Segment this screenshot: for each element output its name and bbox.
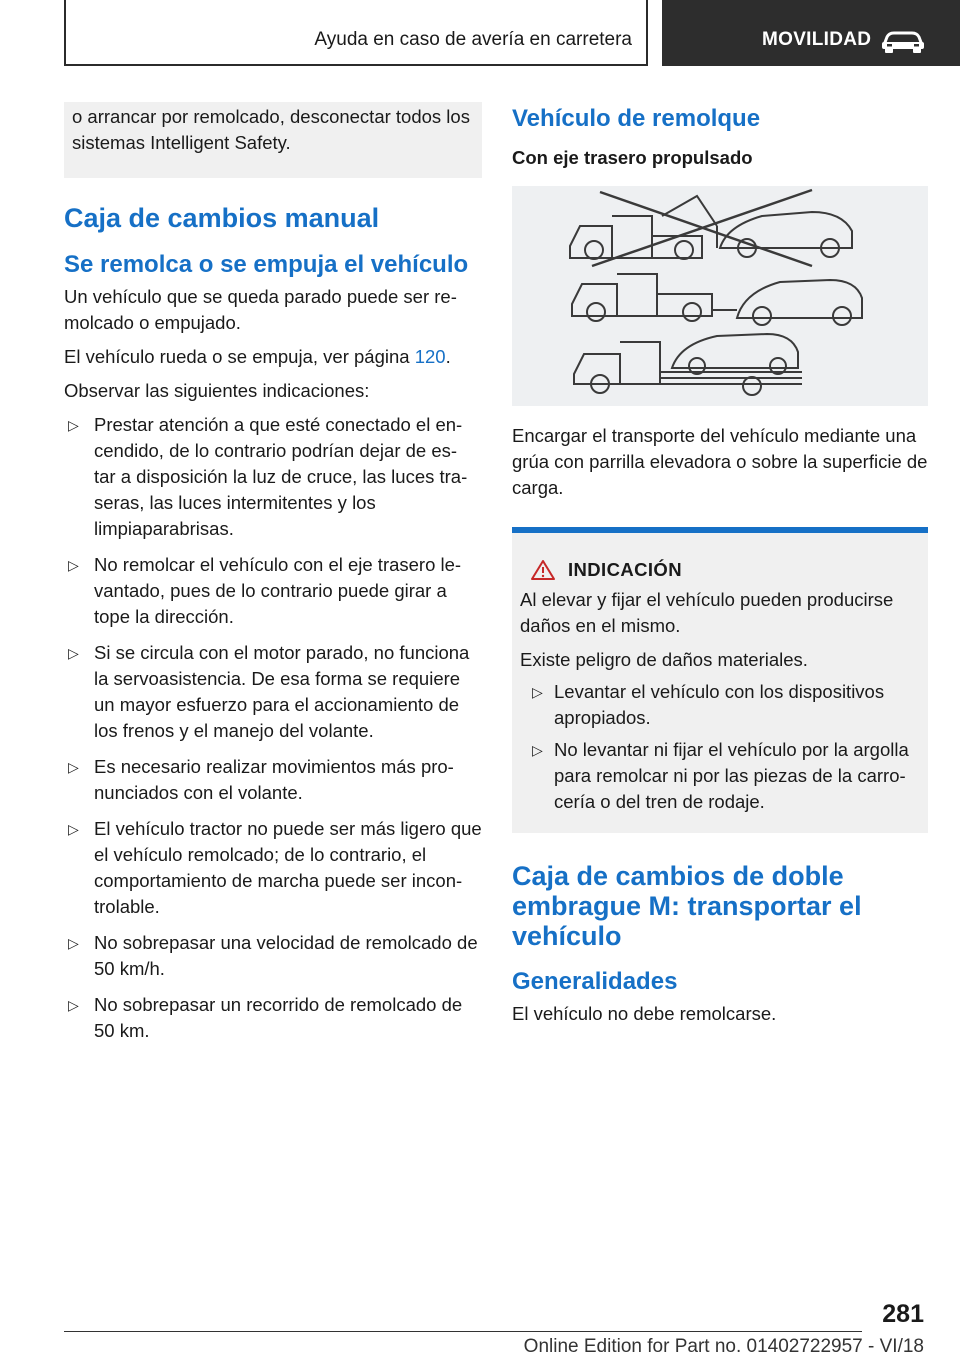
heading-manual-gearbox: Caja de cambios manual: [64, 203, 380, 233]
bullet-triangle-icon: ▷: [532, 684, 543, 700]
intro-text: o arrancar por remolcado, desconectar todos los sistemas Intelligent Safety.: [72, 106, 470, 153]
see-page-suffix: .: [445, 346, 451, 367]
car-icon: [880, 28, 926, 54]
notice-title-row: [520, 559, 920, 581]
bullet-triangle-icon: ▷: [68, 935, 79, 951]
footer-divider: [64, 1331, 862, 1332]
list-item: ▷ Prestar atención a que esté conectado el en‐ cendido, de lo contrario podrían dejar de es‐ tar a disposición la luz de cruce, las luces tra‐ seras, las luces intermitentes y los limpiaparabrisas.: [68, 414, 468, 539]
notice-list: [520, 679, 920, 815]
list-item: ▷ Levantar el vehículo con los dispositivos apropiados.: [532, 681, 885, 728]
list-item: ▷ Si se circula con el motor parado, no funciona la servoasistencia. De esa forma se requiere un mayor esfuerzo para el accionamiento de los frenos y el manejo del volante.: [68, 642, 470, 741]
transport-caption: Encargar el transporte del vehículo mediante una grúa con parrilla elevadora o sobre la superficie de carga.: [512, 425, 928, 498]
list-item: ▷ El vehículo tractor no puede ser más ligero que el vehículo remolcado; de lo contrario, el comportamiento de marcha puede ser incon‐ trolable.: [68, 818, 482, 917]
bullet-triangle-icon: ▷: [68, 417, 79, 433]
heading-tow-vehicle: Vehículo de remolque: [512, 105, 761, 132]
list-item: ▷ No remolcar el vehículo con el eje trasero le‐ vantado, pues de lo contrario puede girar a tope la dirección.: [68, 554, 462, 627]
header-chapter-title: MOVILIDAD: [762, 29, 872, 50]
page-link-120[interactable]: 120: [414, 346, 446, 367]
footer-edition: Online Edition for Part no. 01402722957 - VI/18: [523, 1336, 924, 1357]
heading-towing-pushing: Se remolca o se empuja el vehículo: [64, 251, 469, 278]
towing-methods-illustration: [512, 186, 928, 406]
list-item: ▷ No sobrepasar una velocidad de remolcado de 50 km/h.: [68, 932, 478, 979]
notice-title: INDICACIÓN: [568, 559, 682, 580]
bullet-triangle-icon: ▷: [68, 557, 79, 573]
list-item: ▷ Es necesario realizar movimientos más pro‐ nunciados con el volante.: [68, 756, 454, 803]
header-section-title: Ayuda en caso de avería en carretera: [314, 29, 632, 50]
bullet-triangle-icon: ▷: [532, 742, 543, 758]
intro-box: [64, 102, 482, 178]
bullet-triangle-icon: ▷: [68, 645, 79, 661]
header-chapter-box: [662, 0, 960, 66]
see-page-prefix: El vehículo rueda o se empuja, ver página: [64, 346, 415, 367]
notice-paragraph-risk: Existe peligro de daños materiales.: [520, 649, 808, 670]
paragraph-no-tow: El vehículo no debe remolcarse.: [512, 1003, 777, 1024]
towing-notes-list: [64, 412, 482, 1044]
paragraph-see-page: [64, 344, 482, 370]
page-number: 281: [882, 1300, 924, 1328]
header-section-box: [64, 0, 648, 66]
warning-triangle-icon: [530, 559, 556, 581]
heading-dual-clutch-transport: Caja de cambios de doble embrague M: transportar el vehículo: [512, 861, 862, 951]
bullet-triangle-icon: ▷: [68, 997, 79, 1013]
left-column: [64, 102, 482, 1054]
bullet-triangle-icon: ▷: [68, 759, 79, 775]
list-item: ▷ No sobrepasar un recorrido de remolcado de 50 km.: [68, 994, 463, 1041]
notice-paragraph-damage: Al elevar y fijar el vehículo pueden producirse daños en el mismo.: [520, 589, 894, 636]
heading-general: Generalidades: [512, 968, 678, 995]
paragraph-vehicle-stopped: Un vehículo que se queda parado puede ser re‐ molcado o empujado.: [64, 286, 457, 333]
paragraph-observe: Observar las siguientes indicaciones:: [64, 380, 370, 401]
list-item: ▷ No levantar ni fijar el vehículo por la argolla para remolcar ni por las piezas de la carro‐ cería o del tren de rodaje.: [532, 739, 909, 812]
heading-rear-axle-drive: Con eje trasero propulsado: [512, 147, 753, 168]
notice-box: [512, 527, 928, 833]
bullet-triangle-icon: ▷: [68, 821, 79, 837]
right-column: [512, 102, 928, 1035]
